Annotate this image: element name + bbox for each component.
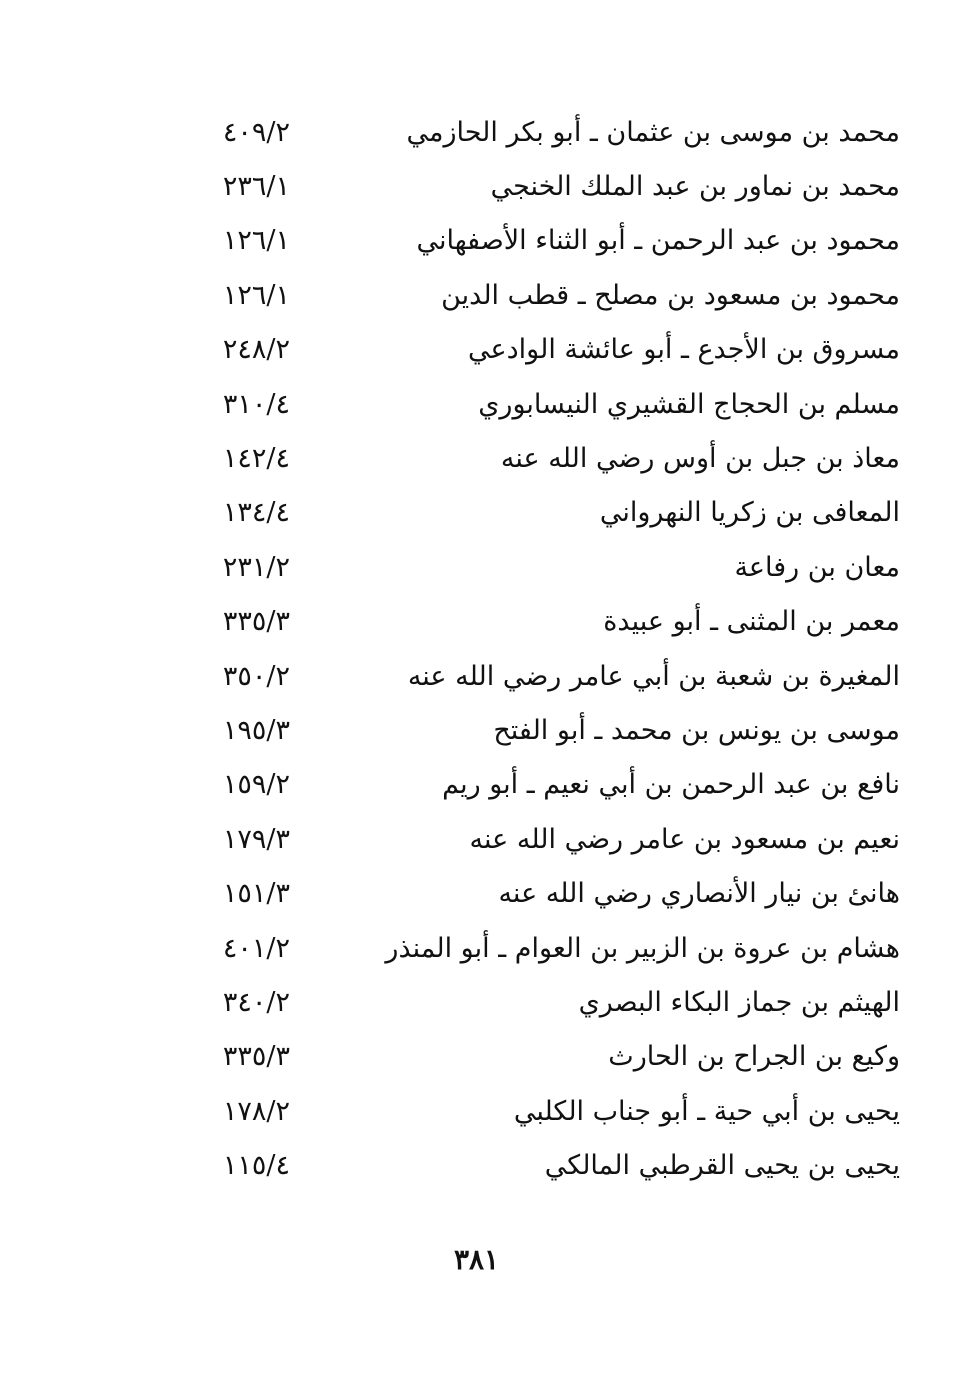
index-entry: [180, 975, 900, 1029]
index-entry: [180, 866, 900, 920]
index-entry: [180, 159, 900, 213]
volume-page-ref: ١٣٤/٤: [222, 497, 290, 529]
volume-page-ref: ١٧٨/٢: [222, 1095, 290, 1127]
volume-page-ref: ١٥٩/٢: [222, 769, 290, 801]
person-name: محمود بن عبد الرحمن ـ أبو الثناء الأصفهاني: [416, 225, 900, 257]
volume-page-ref: ١١٥/٤: [222, 1150, 290, 1182]
volume-page-ref: ٣٣٥/٣: [222, 606, 290, 638]
volume-page-ref: ٣٥٠/٢: [222, 660, 290, 692]
index-entry: [180, 268, 900, 322]
page-number: ٣٨١: [453, 1243, 500, 1276]
person-name: الهيثم بن جماز البكاء البصري: [578, 986, 900, 1018]
index-entry: [180, 323, 900, 377]
person-name: نعيم بن مسعود بن عامر رضي الله عنه: [469, 823, 900, 855]
index-entry-list: [180, 105, 900, 1193]
volume-page-ref: ١٥١/٣: [222, 878, 290, 910]
index-entry: [180, 812, 900, 866]
index-entry: [180, 703, 900, 757]
person-name: هانئ بن نيار الأنصاري رضي الله عنه: [498, 878, 900, 910]
index-entry: [180, 1084, 900, 1138]
volume-page-ref: ١٩٥/٣: [222, 714, 290, 746]
index-entry: [180, 486, 900, 540]
person-name: موسى بن يونس بن محمد ـ أبو الفتح: [493, 714, 900, 746]
index-entry: [180, 1138, 900, 1192]
person-name: مسروق بن الأجدع ـ أبو عائشة الوادعي: [468, 334, 900, 366]
person-name: المغيرة بن شعبة بن أبي عامر رضي الله عنه: [407, 660, 900, 692]
person-name: هشام بن عروة بن الزبير بن العوام ـ أبو المنذر: [385, 932, 900, 964]
index-entry: [180, 1030, 900, 1084]
person-name: محمود بن مسعود بن مصلح ـ قطب الدين: [441, 279, 900, 311]
index-entry: [180, 540, 900, 594]
volume-page-ref: ٢٣١/٢: [222, 551, 290, 583]
person-name: مسلم بن الحجاج القشيري النيسابوري: [478, 388, 900, 420]
volume-page-ref: ٣٤٠/٢: [222, 986, 290, 1018]
person-name: وكيع بن الجراح بن الحارث: [608, 1041, 900, 1073]
person-name: نافع بن عبد الرحمن بن أبي نعيم ـ أبو ريم: [442, 769, 900, 801]
index-entry: [180, 377, 900, 431]
volume-page-ref: ٢٣٦/١: [222, 171, 290, 203]
index-entry: [180, 921, 900, 975]
index-entry: [180, 431, 900, 485]
volume-page-ref: ٣١٠/٤: [222, 388, 290, 420]
index-entry: [180, 105, 900, 159]
volume-page-ref: ١٤٢/٤: [222, 443, 290, 475]
person-name: معاذ بن جبل بن أوس رضي الله عنه: [500, 443, 900, 475]
index-entry: [180, 649, 900, 703]
index-entry: [180, 214, 900, 268]
person-name: يحيى بن يحيى القرطبي المالكي: [544, 1150, 900, 1182]
volume-page-ref: ٤٠٩/٢: [222, 116, 290, 148]
person-name: المعافى بن زكريا النهرواني: [599, 497, 900, 529]
volume-page-ref: ١٢٦/١: [222, 225, 290, 257]
volume-page-ref: ٤٠١/٢: [222, 932, 290, 964]
volume-page-ref: ١٢٦/١: [222, 279, 290, 311]
person-name: محمد بن موسى بن عثمان ـ أبو بكر الحازمي: [406, 116, 900, 148]
person-name: معان بن رفاعة: [734, 551, 900, 583]
volume-page-ref: ٢٤٨/٢: [222, 334, 290, 366]
person-name: يحيى بن أبي حية ـ أبو جناب الكلبي: [513, 1095, 900, 1127]
volume-page-ref: ٣٣٥/٣: [222, 1041, 290, 1073]
volume-page-ref: ١٧٩/٣: [222, 823, 290, 855]
index-entry: [180, 595, 900, 649]
index-entry: [180, 758, 900, 812]
person-name: معمر بن المثنى ـ أبو عبيدة: [603, 606, 900, 638]
person-name: محمد بن نماور بن عبد الملك الخنجي: [490, 171, 900, 203]
